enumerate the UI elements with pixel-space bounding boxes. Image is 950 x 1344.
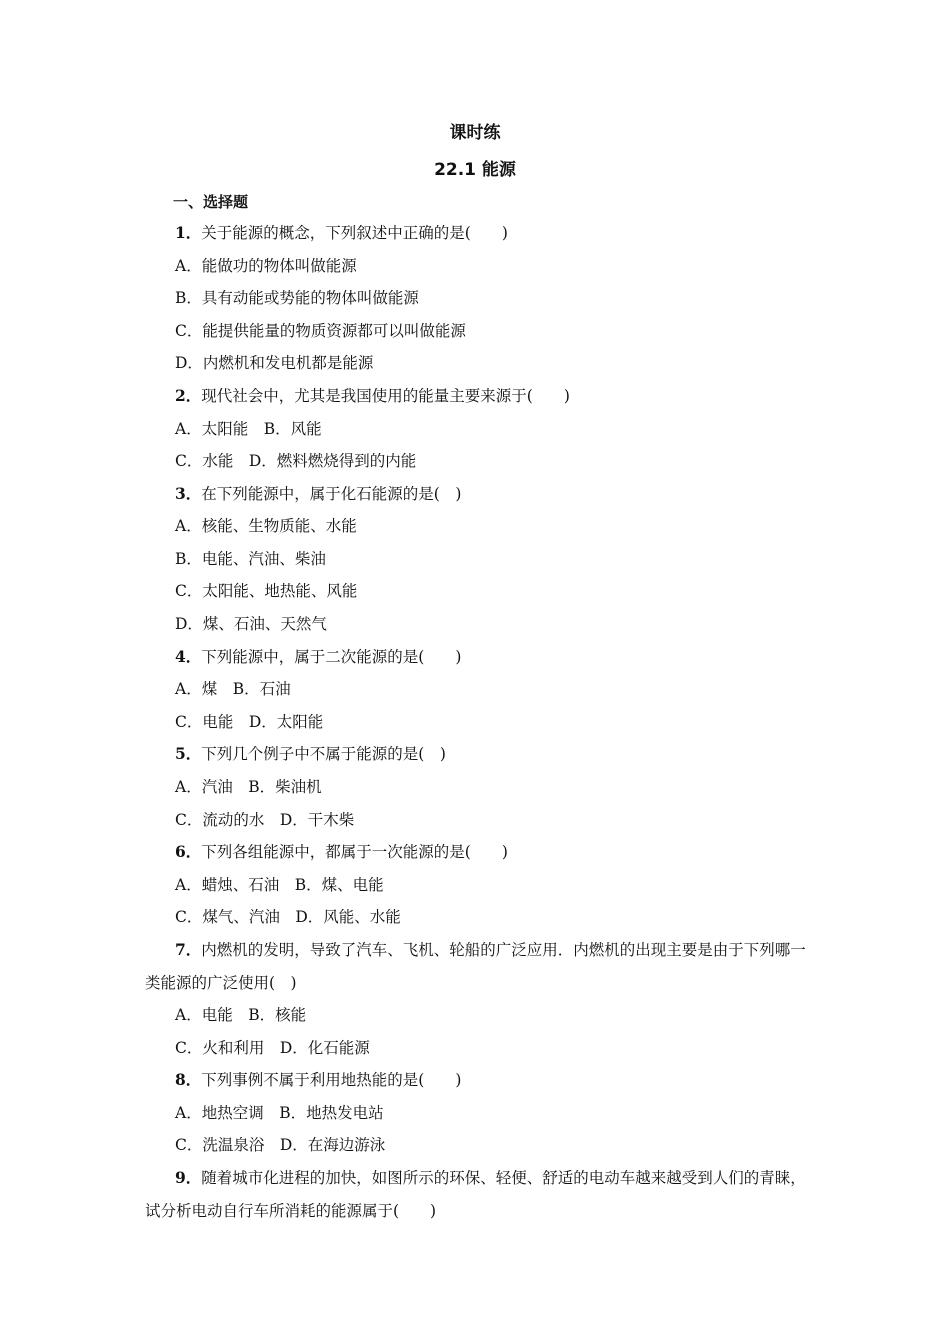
option-line: C．流动的水 D．干木柴 xyxy=(175,811,355,829)
option-line: B．电能、汽油、柴油 xyxy=(175,550,326,568)
question-number: 9． xyxy=(175,1168,202,1187)
option-line: A．蜡烛、石油 B．煤、电能 xyxy=(175,876,384,894)
question-number: 8． xyxy=(175,1070,202,1089)
option-line: B．具有动能或势能的物体叫做能源 xyxy=(175,289,419,307)
question-8 xyxy=(175,1070,461,1090)
question-number: 1． xyxy=(175,223,202,242)
question-stem: 下列事例不属于利用地热能的是( ) xyxy=(201,1071,462,1089)
question-3 xyxy=(175,484,461,504)
option-line: D．煤、石油、天然气 xyxy=(175,615,327,633)
question-number: 6． xyxy=(175,842,202,861)
option-line: A．电能 B．核能 xyxy=(175,1006,307,1024)
question-number: 2． xyxy=(175,386,202,405)
option-line: C．水能 D．燃料燃烧得到的内能 xyxy=(175,452,417,470)
question-number: 7． xyxy=(175,940,202,959)
option-line: C．煤气、汽油 D．风能、水能 xyxy=(175,908,401,926)
option-line: A．汽油 B．柴油机 xyxy=(175,778,322,796)
question-stem: 随着城市化进程的加快，如图所示的环保、轻便、舒适的电动车越来越受到人们的青睐，试分析电动自行车所消耗的能源属于( ) xyxy=(145,1169,806,1220)
question-stem: 内燃机的发明，导致了汽车、飞机、轮船的广泛应用．内燃机的出现主要是由于下列哪一类能源的广泛使用( ) xyxy=(145,941,806,992)
question-number: 3． xyxy=(175,484,202,503)
question-1 xyxy=(175,223,508,243)
question-stem: 下列几个例子中不属于能源的是( ) xyxy=(201,745,446,763)
question-7 xyxy=(145,934,810,999)
page-subtitle: 22.1 能源 xyxy=(434,160,516,180)
option-line: C．洗温泉浴 D．在海边游泳 xyxy=(175,1136,386,1154)
option-line: A．能做功的物体叫做能源 xyxy=(175,257,357,275)
question-stem: 下列各组能源中，都属于一次能源的是( ) xyxy=(201,843,508,861)
question-stem: 下列能源中，属于二次能源的是( ) xyxy=(201,648,462,666)
section-heading: 一、选择题 xyxy=(173,193,249,211)
option-line: A．地热空调 B．地热发电站 xyxy=(175,1104,384,1122)
option-line: A．太阳能 B．风能 xyxy=(175,420,322,438)
question-stem: 在下列能源中，属于化石能源的是( ) xyxy=(201,485,462,503)
option-line: D．内燃机和发电机都是能源 xyxy=(175,354,374,372)
option-line: A．核能、生物质能、水能 xyxy=(175,517,357,535)
option-line: C．能提供能量的物质资源都可以叫做能源 xyxy=(175,322,466,340)
question-5 xyxy=(175,744,446,764)
question-stem: 关于能源的概念，下列叙述中正确的是( ) xyxy=(201,224,508,242)
question-number: 5． xyxy=(175,744,202,763)
question-6 xyxy=(175,842,508,862)
option-line: C．电能 D．太阳能 xyxy=(175,713,324,731)
question-4 xyxy=(175,647,461,667)
question-number: 4． xyxy=(175,647,202,666)
page-title: 课时练 xyxy=(449,123,501,143)
option-line: C．太阳能、地热能、风能 xyxy=(175,582,358,600)
option-line: C．火和利用 D．化石能源 xyxy=(175,1039,370,1057)
question-2 xyxy=(175,386,570,406)
question-9 xyxy=(145,1162,810,1227)
option-line: A．煤 B．石油 xyxy=(175,680,291,698)
question-stem: 现代社会中，尤其是我国使用的能量主要来源于( ) xyxy=(201,387,570,405)
